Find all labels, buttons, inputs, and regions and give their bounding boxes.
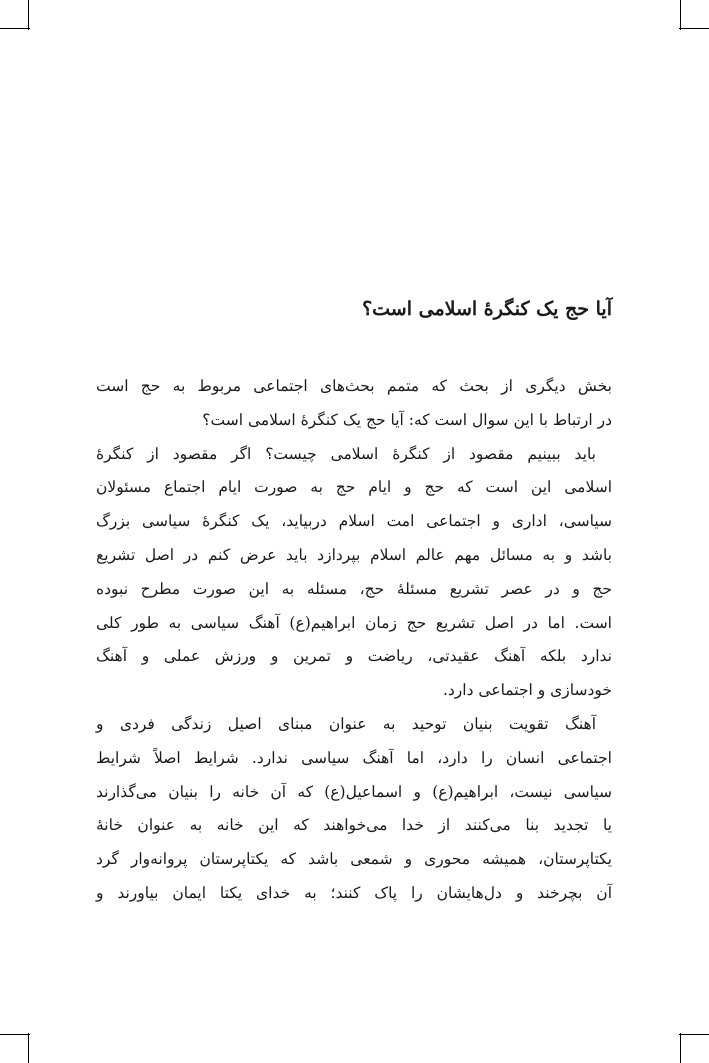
crop-mark-bottom-left-horizontal (0, 1034, 30, 1035)
text-line: باشد و به مسائل مهم عالم اسلام بپردازد باید عرض کنم در اصل تشریع (96, 545, 612, 564)
crop-mark-top-left-horizontal (0, 28, 30, 29)
text-line: باید ببینیم مقصود از کنگرهٔ اسلامی چیست؟ اگر مقصود از کنگرهٔ (96, 444, 596, 463)
text-line: سیاسی، اداری و اجتماعی امت اسلام دربیاید، یک کنگرهٔ سیاسی بزرگ (96, 512, 612, 531)
paragraph-2 (96, 438, 612, 708)
section-heading: آیا حج یک کنگرهٔ اسلامی است؟ (362, 298, 612, 320)
text-line: اسلامی این است که حج و ایام حج به صورت ایام اجتماع مسئولان (96, 478, 612, 497)
text-line: آن بچرخند و دل‌هایشان را پاک کنند؛ به خدای یکتا ایمان بیاورند و (96, 883, 612, 902)
text-line: است. اما در اصل تشریع حج زمان ابراهیم(ع) آهنگ سیاسی به طور کلی (96, 613, 612, 632)
crop-mark-top-right-vertical (680, 0, 681, 30)
text-line: یکتاپرستان، همیشه محوری و شمعی باشد که یکتاپرستان پروانه‌وار گرد (96, 850, 612, 869)
text-line: بخش دیگری از بحث که متمم بحث‌های اجتماعی مربوط به حج است (96, 377, 612, 395)
text-line: حج و در عصر تشریع مسئلهٔ حج، مسئله به این صورت مطرح نبوده (96, 579, 612, 598)
text-line: خودسازی و اجتماعی دارد. (442, 681, 612, 700)
text-line: یا تجدید بنا می‌کنند از خدا می‌خواهند که این خانه به عنوان خانهٔ (96, 816, 612, 835)
text-line: آهنگ تقویت بنیان توحید به عنوان مبنای اصیل زندگی فردی و (96, 714, 596, 733)
crop-mark-top-left-vertical (28, 0, 29, 30)
paragraph-3 (96, 708, 612, 911)
book-page (96, 294, 612, 911)
text-line: سیاسی نیست، ابراهیم(ع) و اسماعیل(ع) که آن خانه را بنیان می‌گذارند (96, 782, 612, 801)
paragraph-1 (96, 370, 612, 438)
crop-mark-top-right-horizontal (679, 28, 709, 29)
crop-mark-bottom-left-vertical (28, 1033, 29, 1063)
crop-mark-bottom-right-vertical (680, 1033, 681, 1063)
text-line: در ارتباط با این سوال است که: آیا حج یک کنگرهٔ اسلامی است؟ (202, 410, 612, 429)
crop-mark-bottom-right-horizontal (679, 1034, 709, 1035)
text-line: اجتماعی انسان را دارد، اما آهنگ سیاسی ندارد. شرایط اصلاً شرایط (96, 748, 612, 767)
text-line: ندارد بلکه آهنگ عقیدتی، ریاضت و تمرین و ورزش عملی و آهنگ (96, 647, 612, 666)
body-text (96, 370, 612, 911)
